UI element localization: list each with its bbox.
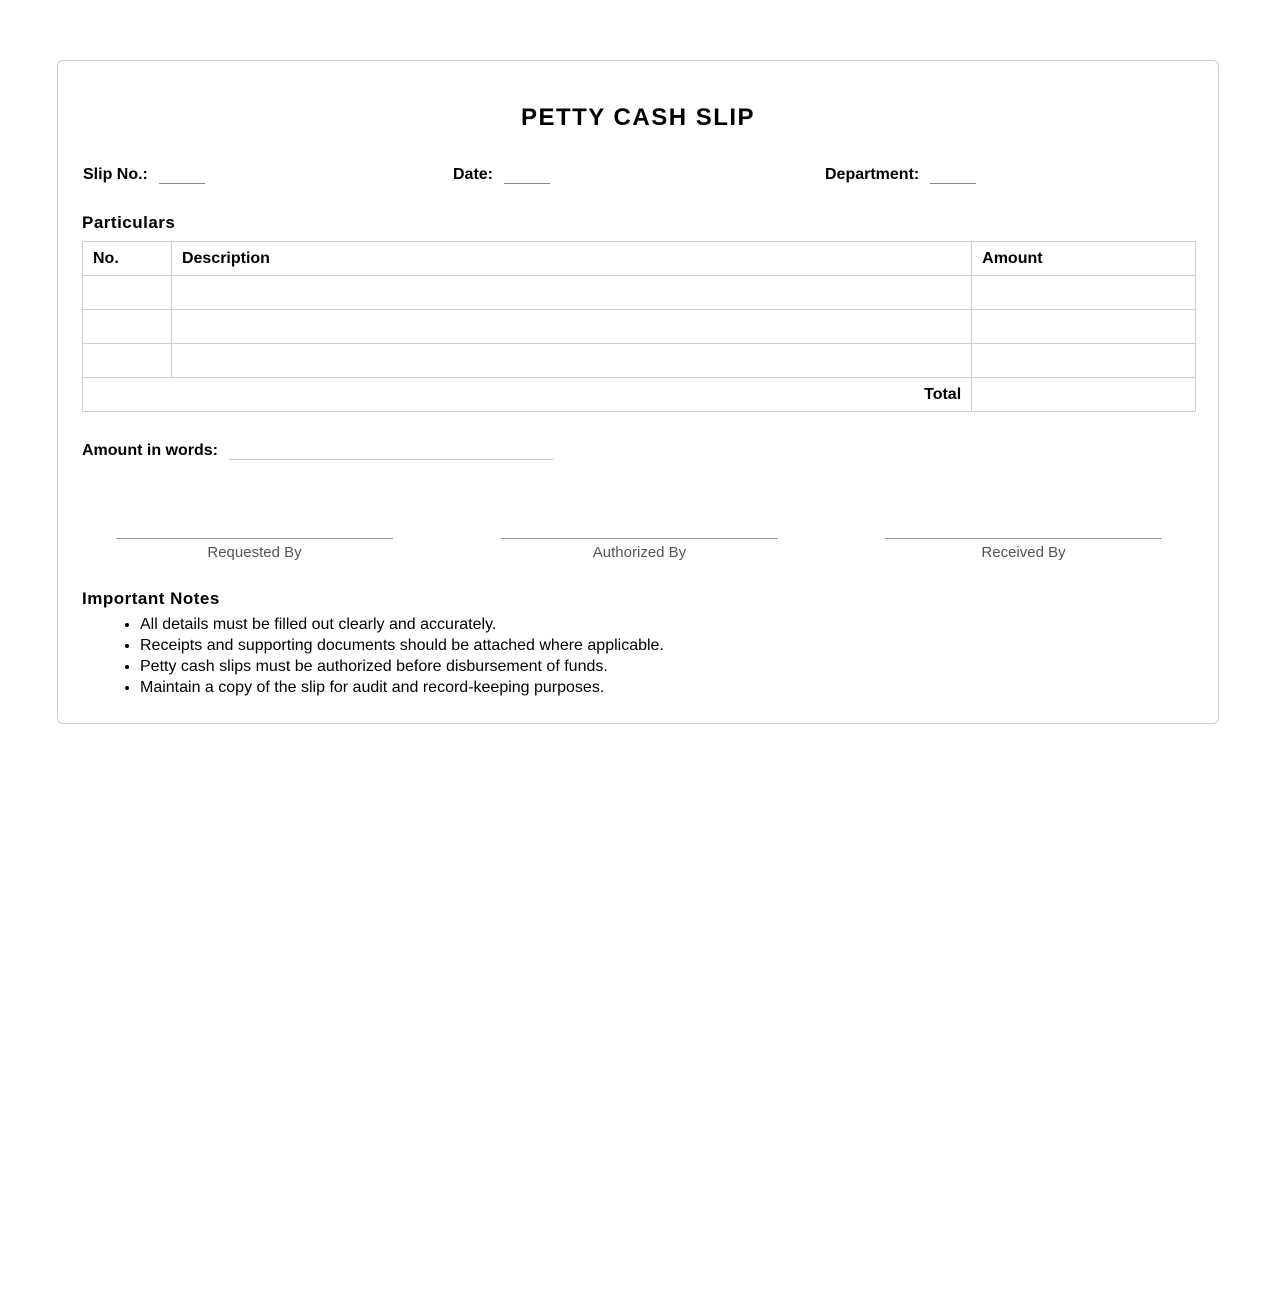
table-header-row [83, 242, 1196, 276]
cell-description[interactable] [171, 344, 971, 378]
column-header-amount: Amount [972, 242, 1196, 276]
received-by-label: Received By [981, 544, 1066, 561]
requested-by-signature [116, 538, 393, 561]
table-row [83, 310, 1196, 344]
amount-in-words-input-line[interactable] [229, 441, 554, 460]
cell-no[interactable] [83, 344, 172, 378]
cell-amount[interactable] [972, 276, 1196, 310]
authorized-by-signature-line[interactable] [501, 538, 778, 539]
cell-description[interactable] [171, 310, 971, 344]
authorized-by-label: Authorized By [592, 544, 687, 561]
cell-amount[interactable] [972, 344, 1196, 378]
list-item: • All details must be filled out clearly and accurately. [140, 614, 664, 635]
cell-amount[interactable] [972, 310, 1196, 344]
important-notes-heading: Important Notes [82, 589, 220, 608]
list-item: • Petty cash slips must be authorized before disbursement of funds. [140, 656, 664, 677]
date-input-line[interactable] [504, 165, 550, 184]
slip-no-input-line[interactable] [159, 165, 205, 184]
column-header-description: Description [171, 242, 971, 276]
date-field [453, 165, 550, 184]
slip-no-field [83, 165, 205, 184]
total-row [83, 378, 1196, 412]
table-row [83, 344, 1196, 378]
petty-cash-slip-card [57, 60, 1219, 724]
department-label: Department: [825, 166, 920, 183]
received-by-signature-line[interactable] [885, 538, 1162, 539]
department-field [825, 165, 976, 184]
table-row [83, 276, 1196, 310]
list-item: • Maintain a copy of the slip for audit and record-keeping purposes. [140, 677, 664, 698]
amount-in-words-label: Amount in words: [82, 442, 218, 459]
department-input-line[interactable] [930, 165, 976, 184]
received-by-signature [885, 538, 1162, 561]
slip-no-label: Slip No.: [83, 166, 148, 183]
total-amount-cell[interactable] [972, 378, 1196, 412]
important-notes-list [82, 614, 664, 698]
list-item: • Receipts and supporting documents should be attached where applicable. [140, 635, 664, 656]
date-label: Date: [453, 166, 494, 183]
document-title: PETTY CASH SLIP [520, 104, 756, 131]
amount-in-words-field [82, 441, 554, 460]
requested-by-label: Requested By [207, 544, 302, 561]
particulars-heading: Particulars [82, 213, 176, 232]
authorized-by-signature [501, 538, 778, 561]
cell-no[interactable] [83, 276, 172, 310]
cell-description[interactable] [171, 276, 971, 310]
total-label: Total [83, 378, 972, 412]
cell-no[interactable] [83, 310, 172, 344]
particulars-table [82, 241, 1196, 412]
requested-by-signature-line[interactable] [116, 538, 393, 539]
column-header-no: No. [83, 242, 172, 276]
